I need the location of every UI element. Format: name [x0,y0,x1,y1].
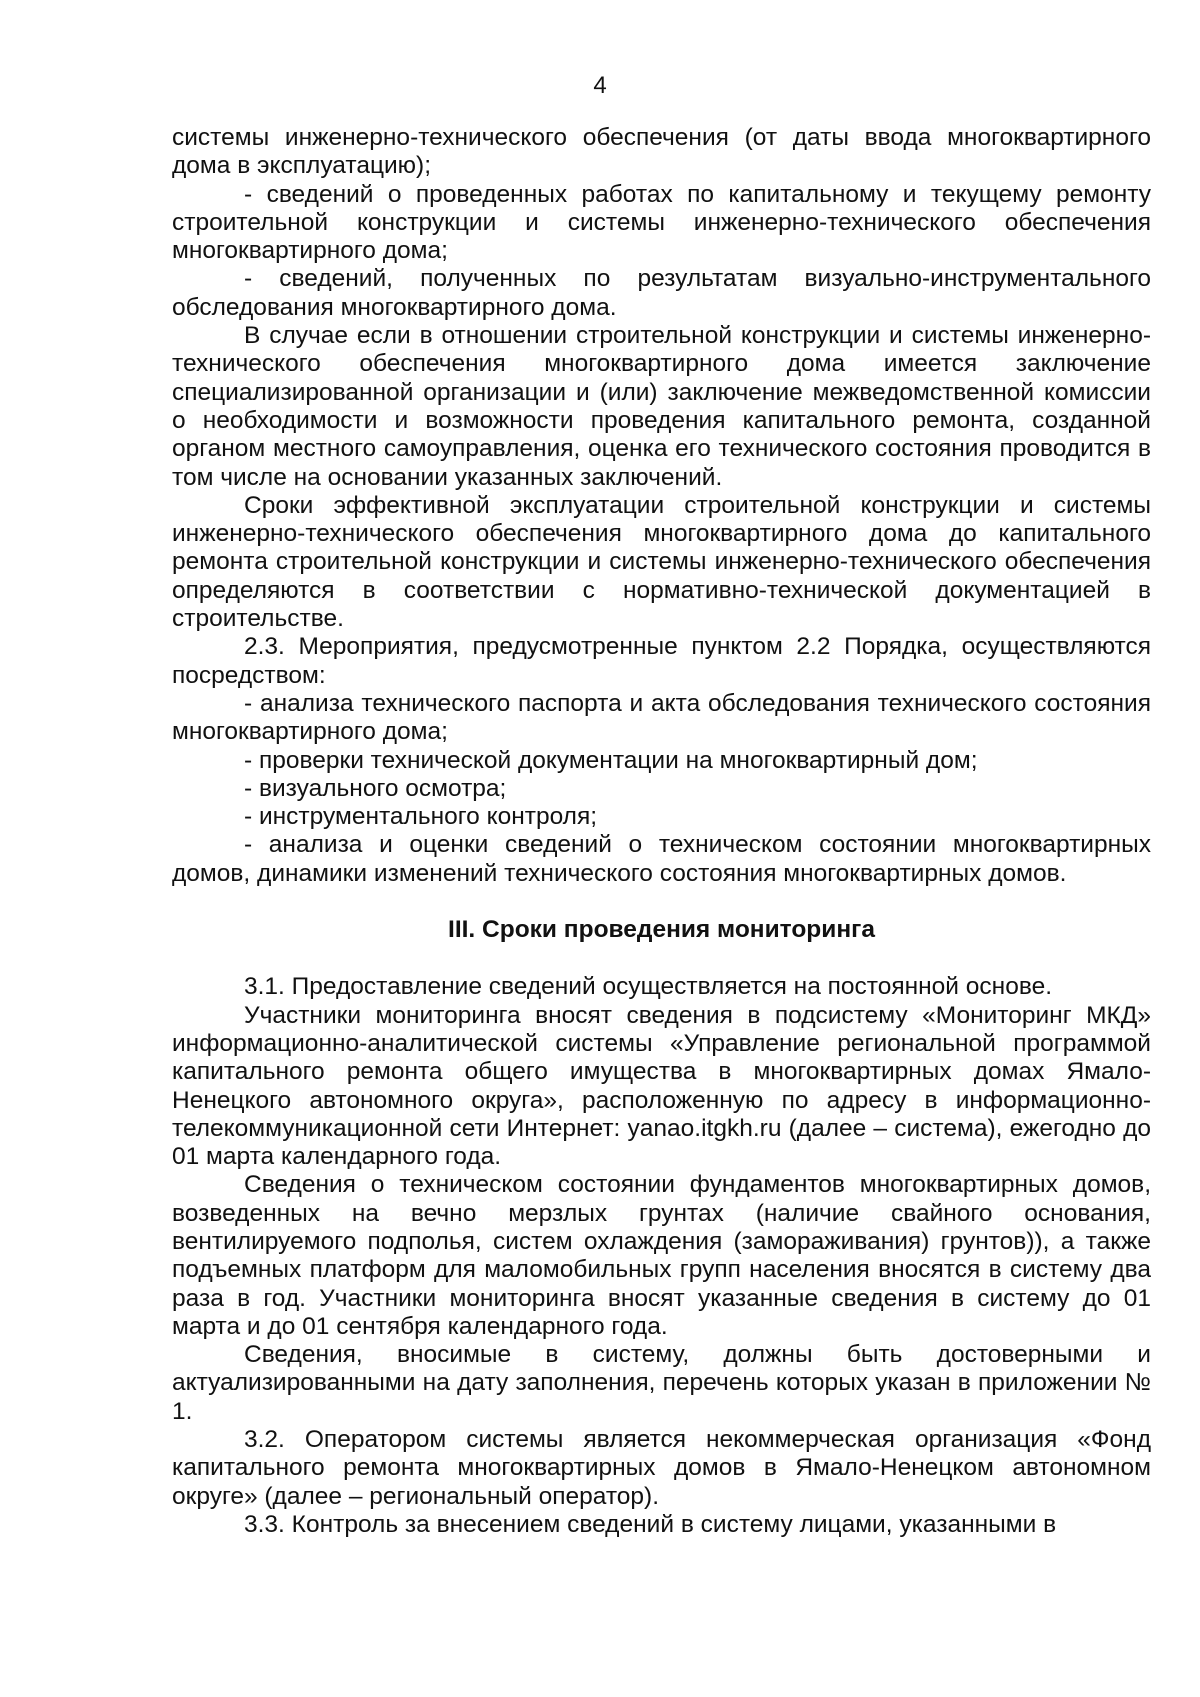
paragraph: 2.3. Мероприятия, предусмотренные пунктом 2.2 Порядка, осуществляются посредством: [172,633,1151,689]
paragraph: Участники мониторинга вносят сведения в подсистему «Мониторинг МКД» информационно-аналитической системы «Управление региональной программой капитального ремонта общего имущества в многоквартирных домах Ямало-Ненецкого автономного округа», расположенную по адресу в информационно-телекоммуникационной сети Интернет: yanao.itgkh.ru (далее – система), ежегодно до 01 марта календарного года. [172,1001,1151,1171]
list-item: - анализа и оценки сведений о техническом состоянии многоквартирных домов, динамики изменений технического состояния многоквартирных домов. [172,831,1151,887]
section-heading: III. Сроки проведения мониторинга [448,916,875,944]
paragraph: Сроки эффективной эксплуатации строительной конструкции и системы инженерно-технического обеспечения многоквартирного дома до капитального ремонта строительной конструкции и системы инженерно-технического обеспечения определяются в соответствии с нормативно-технической документацией в строительстве. [172,491,1151,633]
paragraph: - сведений о проведенных работах по капитальному и текущему ремонту строительной конструкции и системы инженерно-технического обеспечения многоквартирного дома; [172,180,1151,265]
document-body [172,124,1151,1539]
page-number: 4 [593,72,607,99]
list-item: - инструментального контроля; [244,803,598,831]
list-item: - проверки технической документации на многоквартирный дом; [244,746,978,774]
paragraph: 3.1. Предоставление сведений осуществляется на постоянной основе. [244,973,1052,1001]
paragraph: 3.2. Оператором системы является некоммерческая организация «Фонд капитального ремонта многоквартирных домов в Ямало-Ненецком автономном округе» (далее – региональный оператор). [172,1426,1151,1510]
paragraph: - сведений, полученных по результатам визуально-инструментального обследования многоквартирного дома. [172,265,1151,321]
list-item: - визуального осмотра; [244,774,507,802]
paragraph: Сведения о техническом состоянии фундаментов многоквартирных домов, возведенных на вечно мерзлых грунтах (наличие свайного основания, вентилируемого подполья, систем охлаждения (замораживания) грунтов)), а также подъемных платформ для маломобильных групп населения вносятся в систему два раза в год. Участники мониторинга вносят указанные сведения в систему до 01 марта и до 01 сентября календарного года. [172,1171,1151,1340]
paragraph: системы инженерно-технического обеспечения (от даты ввода многоквартирного дома в эксплуатацию); [172,124,1151,180]
paragraph: Сведения, вносимые в систему, должны быть достоверными и актуализированными на дату заполнения, перечень которых указан в приложении № 1. [172,1341,1151,1425]
paragraph: 3.3. Контроль за внесением сведений в систему лицами, указанными в [244,1510,1057,1538]
paragraph: В случае если в отношении строительной конструкции и системы инженерно-технического обеспечения многоквартирного дома имеется заключение специализированной организации и (или) заключение межведомственной комиссии о необходимости и возможности проведения капитального ремонта, созданной органом местного самоуправления, оценка его технического состояния проводится в том числе на основании указанных заключений. [172,322,1151,491]
list-item: - анализа технического паспорта и акта обследования технического состояния многоквартирного дома; [172,689,1151,746]
